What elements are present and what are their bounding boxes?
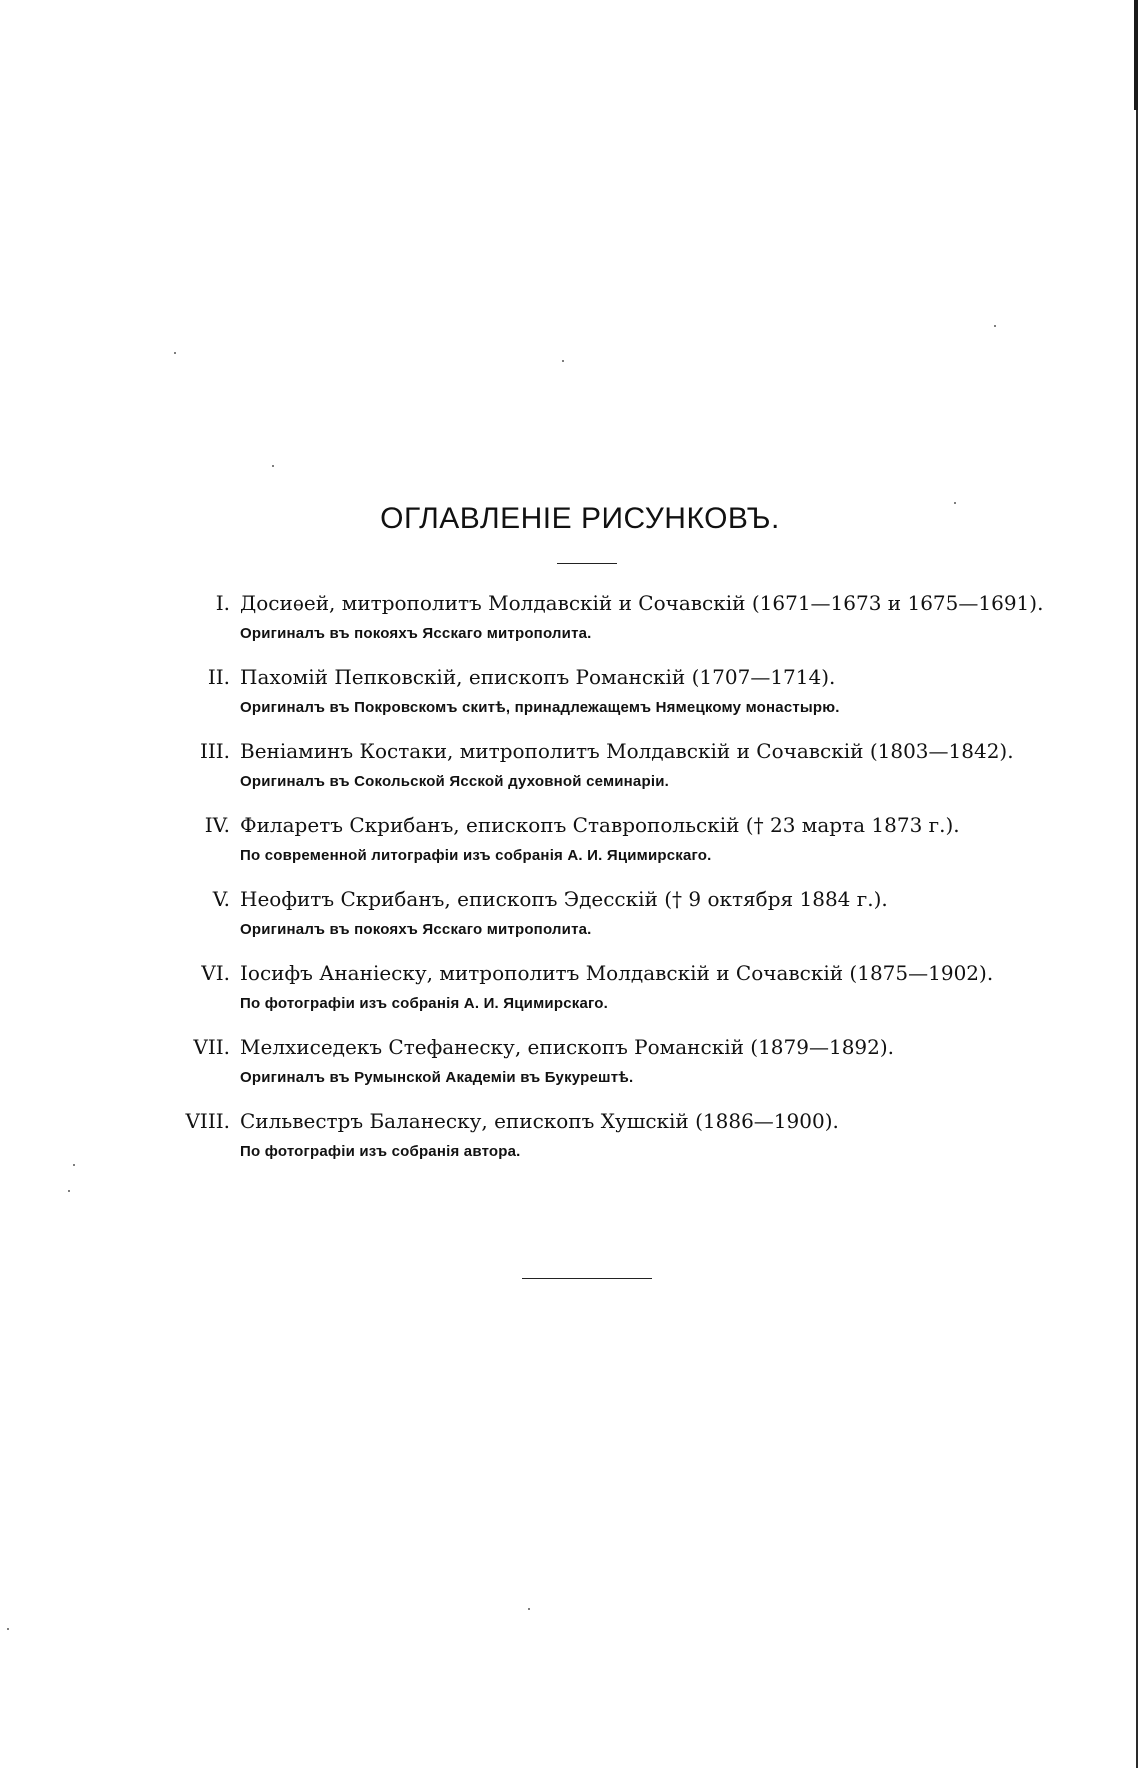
entry-number: VI. xyxy=(201,961,230,985)
scan-edge-line xyxy=(1136,110,1138,1768)
entry-number: III. xyxy=(199,739,230,763)
entry-number: IV. xyxy=(204,813,230,837)
entry-title: Пахомій Пепковскій, епископъ Романскій (1707—1714). xyxy=(240,665,836,689)
scan-speck xyxy=(528,1608,530,1610)
scan-speck xyxy=(994,325,996,327)
list-item xyxy=(160,1106,1020,1180)
list-item xyxy=(160,662,1020,736)
closing-divider xyxy=(522,1278,652,1279)
entry-title: Досиѳей, митрополитъ Молдавскій и Сочавскій (1671—1673 и 1675—1691). xyxy=(240,591,1044,615)
title-divider xyxy=(557,563,617,564)
scan-speck xyxy=(7,1628,9,1630)
scan-speck xyxy=(562,360,564,362)
list-item xyxy=(160,810,1020,884)
entry-source: Оригиналъ въ Румынской Академіи въ Букурештѣ. xyxy=(240,1069,634,1086)
scan-speck xyxy=(272,465,274,467)
entry-source: По современной литографіи изъ собранія А. И. Яцимирскаго. xyxy=(240,847,712,864)
entry-source: По фотографіи изъ собранія автора. xyxy=(240,1143,521,1160)
entry-number: V. xyxy=(212,887,230,911)
entry-number: VIII. xyxy=(185,1109,230,1133)
scan-speck xyxy=(174,352,176,354)
entry-source: По фотографіи изъ собранія А. И. Яцимирскаго. xyxy=(240,995,608,1012)
entry-source: Оригиналъ въ Сокольской Ясской духовной семинаріи. xyxy=(240,773,669,790)
entry-title: Филаретъ Скрибанъ, епископъ Ставропольскій († 23 марта 1873 г.). xyxy=(240,813,960,837)
scan-speck xyxy=(68,1190,70,1192)
entry-number: II. xyxy=(207,665,230,689)
entry-title: Мелхиседекъ Стефанеску, епископъ Романскій (1879—1892). xyxy=(240,1035,895,1059)
entry-source: Оригиналъ въ покояхъ Ясскаго митрополита. xyxy=(240,625,592,642)
entry-title: Веніаминъ Костаки, митрополитъ Молдавскій и Сочавскій (1803—1842). xyxy=(240,739,1014,763)
list-item xyxy=(160,736,1020,810)
list-item xyxy=(160,884,1020,958)
entry-source: Оригиналъ въ покояхъ Ясскаго митрополита. xyxy=(240,921,592,938)
entry-title: Неофитъ Скрибанъ, епископъ Эдесскій († 9 октября 1884 г.). xyxy=(240,887,888,911)
entry-number: I. xyxy=(215,591,230,615)
entry-number: VII. xyxy=(193,1035,230,1059)
scan-edge-mark xyxy=(1134,0,1138,110)
entry-title: Сильвестръ Баланеску, епископъ Хушскій (1886—1900). xyxy=(240,1109,839,1133)
list-item xyxy=(160,958,1020,1032)
page-title: ОГЛАВЛЕНІЕ РИСУНКОВЪ. xyxy=(380,502,780,535)
scan-speck xyxy=(73,1164,75,1166)
entry-title: Іосифъ Ананіеску, митрополитъ Молдавскій и Сочавскій (1875—1902). xyxy=(240,961,994,985)
figure-list xyxy=(160,588,1044,1180)
entry-source: Оригиналъ въ Покровскомъ скитѣ, принадлежащемъ Нямецкому монастырю. xyxy=(240,699,840,716)
list-item xyxy=(160,1032,1020,1106)
list-item xyxy=(160,588,1044,662)
